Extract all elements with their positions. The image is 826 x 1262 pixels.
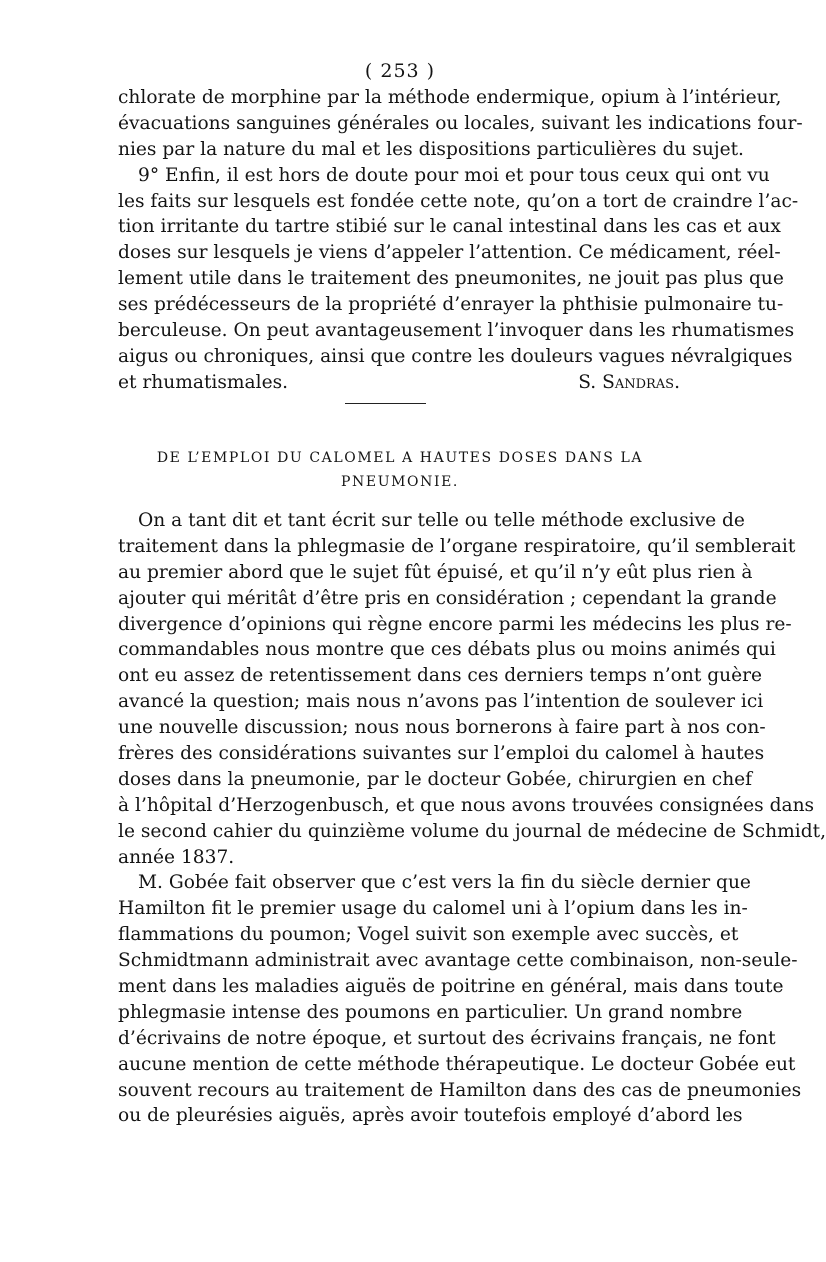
- text-line: avancé la question; mais nous n’avons pas l’intention de soulever ici: [118, 691, 764, 713]
- text-line: nies par la nature du mal et les dispositions particulières du sujet.: [118, 138, 744, 160]
- text-line: souvent recours au traitement de Hamilton dans des cas de pneumonies: [118, 1079, 802, 1101]
- text-line: M. Gobée fait observer que c’est vers la fin du siècle dernier que: [138, 872, 751, 894]
- text-line: ses prédécesseurs de la propriété d’enrayer la phthisie pulmonaire tu-: [118, 294, 784, 316]
- text-line: divergence d’opinions qui règne encore parmi les médecins les plus re-: [118, 613, 792, 635]
- text-line: lement utile dans le traitement des pneumonites, ne jouit pas plus que: [118, 268, 784, 290]
- text-line: et rhumatismales.: [118, 371, 289, 393]
- text-line: d’écrivains de notre époque, et surtout des écrivains français, ne font: [118, 1027, 776, 1049]
- text-line: ont eu assez de retentissement dans ces derniers temps n’ont guère: [118, 665, 762, 687]
- text-line: le second cahier du quinzième volume du journal de médecine de Schmidt,: [118, 820, 826, 842]
- text-line: traitement dans la phlegmasie de l’organe respiratoire, qu’il semblerait: [118, 535, 796, 557]
- text-line: Hamilton fit le premier usage du calomel uni à l’opium dans les in-: [118, 898, 748, 920]
- text-line: aucune mention de cette méthode thérapeutique. Le docteur Gobée eut: [118, 1053, 796, 1075]
- text-line: chlorate de morphine par la méthode endermique, opium à l’intérieur,: [118, 87, 782, 108]
- signature-line: [118, 370, 680, 396]
- text-line: ou de pleurésies aiguës, après avoir toutefois employé d’abord les: [118, 1105, 743, 1127]
- text-line: ment dans les maladies aiguës de poitrine en général, mais dans toute: [118, 976, 784, 998]
- text-line: commandables nous montre que ces débats plus ou moins animés qui: [118, 639, 776, 661]
- text-line: doses dans la pneumonie, par le docteur Gobée, chirurgien en chef: [118, 768, 753, 790]
- text-line: évacuations sanguines générales ou locales, suivant les indications four-: [118, 112, 803, 134]
- text-line: au premier abord que le sujet fût épuisé, et qu’il n’y eût plus rien à: [118, 561, 753, 583]
- text-line: frères des considérations suivantes sur l’emploi du calomel à hautes: [118, 743, 765, 765]
- text-line: doses sur lesquels je viens d’appeler l’attention. Ce médicament, réel-: [118, 242, 781, 264]
- text-line: à l’hôpital d’Herzogenbusch, et que nous avons trouvées consignées dans: [118, 794, 815, 816]
- page-number: ( 253 ): [364, 60, 436, 82]
- article-body: [118, 508, 826, 1129]
- text-line: On a tant dit et tant écrit sur telle ou telle méthode exclusive de: [138, 510, 745, 531]
- text-line: berculeuse. On peut avantageusement l’invoquer dans les rhumatismes: [118, 320, 795, 342]
- author-signature: S. Sandras.: [578, 371, 680, 393]
- section-divider: [345, 403, 426, 404]
- article-title-continued: PNEUMONIE.: [341, 474, 459, 490]
- text-line: flammations du poumon; Vogel suivit son exemple avec succès, et: [118, 924, 739, 946]
- text-line: ajouter qui méritât d’être pris en considération ; cependant la grande: [118, 587, 777, 609]
- text-line: 9° Enfin, il est hors de doute pour moi et pour tous ceux qui ont vu: [138, 164, 770, 186]
- text-line: phlegmasie intense des poumons en particulier. Un grand nombre: [118, 1001, 743, 1023]
- article-title: DE L’EMPLOI DU CALOMEL A HAUTES DOSES DANS LA: [156, 450, 644, 466]
- text-line: aigus ou chroniques, ainsi que contre les douleurs vagues névralgiques: [118, 345, 793, 367]
- continued-text: [118, 85, 803, 396]
- text-line: année 1837.: [118, 846, 235, 868]
- text-line: Schmidtmann administrait avec avantage cette combinaison, non-seule-: [118, 950, 798, 972]
- text-line: tion irritante du tartre stibié sur le canal intestinal dans les cas et aux: [118, 216, 781, 238]
- text-line: les faits sur lesquels est fondée cette note, qu’on a tort de craindre l’ac-: [118, 190, 799, 212]
- text-line: une nouvelle discussion; nous nous bornerons à faire part à nos con-: [118, 717, 766, 739]
